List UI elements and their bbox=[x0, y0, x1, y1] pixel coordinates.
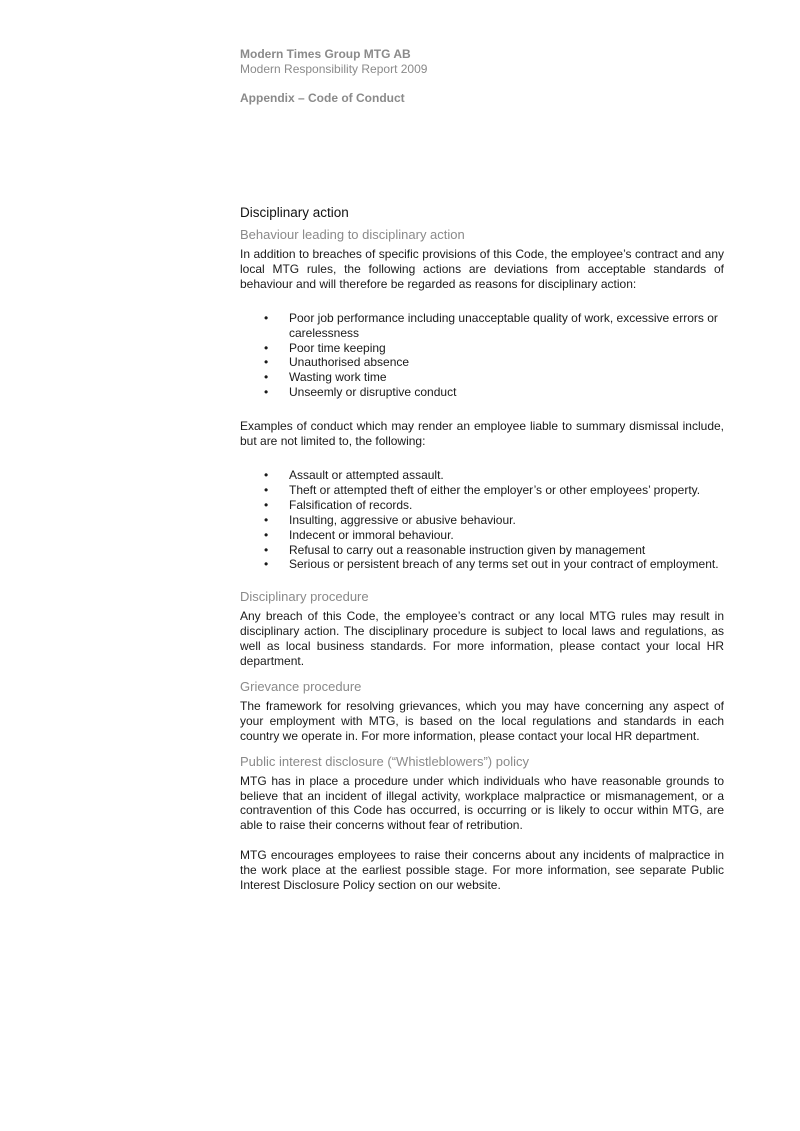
grievance-heading: Grievance procedure bbox=[240, 678, 362, 694]
bullet-icon: • bbox=[264, 310, 269, 325]
header-appendix: Appendix – Code of Conduct bbox=[240, 91, 405, 105]
whistleblowers-text-2: MTG encourages employees to raise their concerns about any incidents of malpractice in the work place at the earliest possible stage. For more information, see separate Public Interest Disclosure Policy section on our website. bbox=[240, 848, 724, 893]
behaviour-list bbox=[240, 311, 724, 400]
section-title: Disciplinary action bbox=[240, 205, 349, 220]
list-item bbox=[240, 370, 724, 385]
dismissal-list bbox=[240, 468, 724, 572]
bullet-icon: • bbox=[264, 467, 269, 482]
list-item bbox=[240, 557, 724, 572]
bullet-icon: • bbox=[264, 497, 269, 512]
bullet-icon: • bbox=[264, 557, 269, 572]
procedure-heading: Disciplinary procedure bbox=[240, 589, 369, 605]
document-page bbox=[240, 47, 724, 893]
whistleblowers-heading: Public interest disclosure (“Whistleblowers”) policy bbox=[240, 753, 529, 769]
bullet-icon: • bbox=[264, 340, 269, 355]
list-item bbox=[240, 543, 724, 558]
list-item-text: Refusal to carry out a reasonable instruction given by management bbox=[289, 542, 646, 557]
bullet-icon: • bbox=[264, 482, 269, 497]
list-item bbox=[240, 483, 724, 498]
behaviour-intro: In addition to breaches of specific provisions of this Code, the employee’s contract and any local MTG rules, the following actions are deviations from acceptable standards of behaviour and will therefore be regarded as reasons for disciplinary action: bbox=[240, 247, 724, 291]
list-item-text: Poor job performance including unacceptable quality of work, excessive errors or carelessness bbox=[289, 310, 718, 340]
list-item-text: Serious or persistent breach of any terms set out in your contract of employment. bbox=[289, 557, 719, 572]
bullet-icon: • bbox=[264, 512, 269, 527]
behaviour-heading: Behaviour leading to disciplinary action bbox=[240, 227, 465, 242]
header-report: Modern Responsibility Report 2009 bbox=[240, 62, 428, 76]
list-item bbox=[240, 513, 724, 528]
procedure-text: Any breach of this Code, the employee’s contract or any local MTG rules may result in disciplinary action. The disciplinary procedure is subject to local laws and regulations, as well as local business standards. For more information, please contact your local HR department. bbox=[240, 609, 724, 669]
bullet-icon: • bbox=[264, 370, 269, 385]
header-company: Modern Times Group MTG AB bbox=[240, 47, 411, 61]
grievance-text: The framework for resolving grievances, which you may have concerning any aspect of your employment with MTG, is based on the local regulations and standards in each country we operate in. For more information, please contact your local HR department. bbox=[240, 698, 724, 743]
bullet-icon: • bbox=[264, 527, 269, 542]
list-item bbox=[240, 355, 724, 370]
list-item-text: Insulting, aggressive or abusive behaviour. bbox=[289, 512, 516, 527]
dismissal-intro: Examples of conduct which may render an employee liable to summary dismissal include, but are not limited to, the following: bbox=[240, 419, 724, 449]
whistleblowers-text-1: MTG has in place a procedure under which individuals who have reasonable grounds to believe that an incident of illegal activity, workplace malpractice or mismanagement, or a contravention of this Code has occurred, is occurring or is likely to occur within MTG, are able to raise their concerns without fear of retribution. bbox=[240, 773, 724, 833]
list-item-text: Poor time keeping bbox=[289, 340, 386, 355]
list-item bbox=[240, 311, 724, 341]
bullet-icon: • bbox=[264, 542, 269, 557]
list-item-text: Unauthorised absence bbox=[289, 355, 410, 370]
list-item-text: Falsification of records. bbox=[289, 497, 413, 512]
list-item bbox=[240, 385, 724, 400]
list-item-text: Wasting work time bbox=[289, 370, 387, 385]
list-item-text: Assault or attempted assault. bbox=[289, 467, 444, 482]
list-item-text: Theft or attempted theft of either the employer’s or other employees’ property. bbox=[289, 482, 701, 497]
bullet-icon: • bbox=[264, 385, 269, 400]
list-item bbox=[240, 468, 724, 483]
bullet-icon: • bbox=[264, 355, 269, 370]
list-item bbox=[240, 528, 724, 543]
list-item-text: Indecent or immoral behaviour. bbox=[289, 527, 454, 542]
list-item bbox=[240, 341, 724, 356]
list-item bbox=[240, 498, 724, 513]
list-item-text: Unseemly or disruptive conduct bbox=[289, 385, 457, 400]
